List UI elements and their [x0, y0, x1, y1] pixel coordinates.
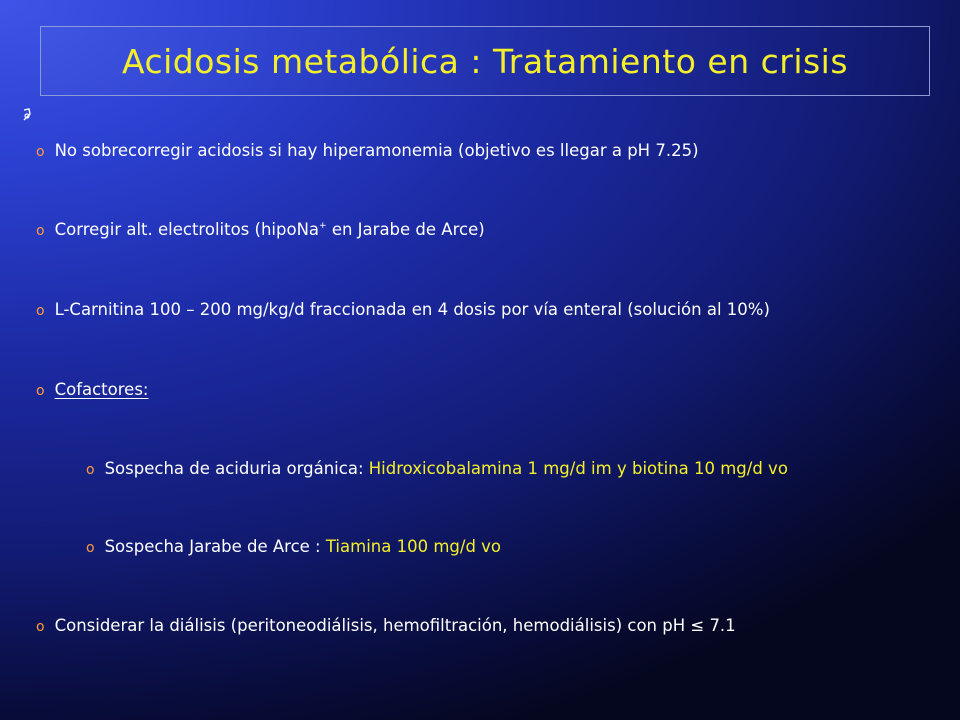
list-item	[36, 380, 148, 401]
stray-glyph-icon	[22, 108, 32, 122]
bullet-icon: o	[36, 223, 45, 239]
item-text: L-Carnitina 100 – 200 mg/kg/d fraccionada en 4 dosis por vía enteral (solución al 10%)	[54, 300, 770, 319]
bullet-icon: o	[36, 383, 45, 399]
slide-title: Acidosis metabólica : Tratamiento en crisis	[121, 41, 849, 81]
item-text: Sospecha Jarabe de Arce :	[104, 537, 326, 556]
item-text-cont: en Jarabe de Arce)	[326, 220, 485, 239]
title-box	[40, 26, 930, 96]
item-text-cofactores: Cofactores:	[54, 380, 149, 399]
list-item	[36, 220, 485, 241]
superscript-plus: +	[319, 221, 327, 231]
bullet-icon: o	[36, 619, 45, 635]
item-text: No sobrecorregir acidosis si hay hiperamonemia (objetivo es llegar a pH 7.25)	[54, 141, 699, 160]
item-text: Considerar la diálisis (peritoneodiálisis, hemofiltración, hemodiálisis) con pH ≤ 7.1	[54, 616, 736, 635]
sub-list-item	[86, 459, 788, 480]
list-item	[36, 300, 770, 321]
item-text: Corregir alt. electrolitos (hipoNa	[54, 220, 320, 239]
bullet-icon: o	[36, 144, 45, 160]
item-highlight: Hidroxicobalamina 1 mg/d im y biotina 10 mg/d vo	[368, 459, 788, 478]
item-text: Sospecha de aciduria orgánica:	[104, 459, 369, 478]
item-highlight: Tiamina 100 mg/d vo	[325, 537, 502, 556]
bullet-icon: o	[36, 303, 45, 319]
sub-list-item	[86, 537, 501, 558]
list-item	[36, 141, 699, 162]
bullet-icon: o	[86, 540, 95, 556]
list-item	[36, 616, 736, 637]
bullet-icon: o	[86, 462, 95, 478]
